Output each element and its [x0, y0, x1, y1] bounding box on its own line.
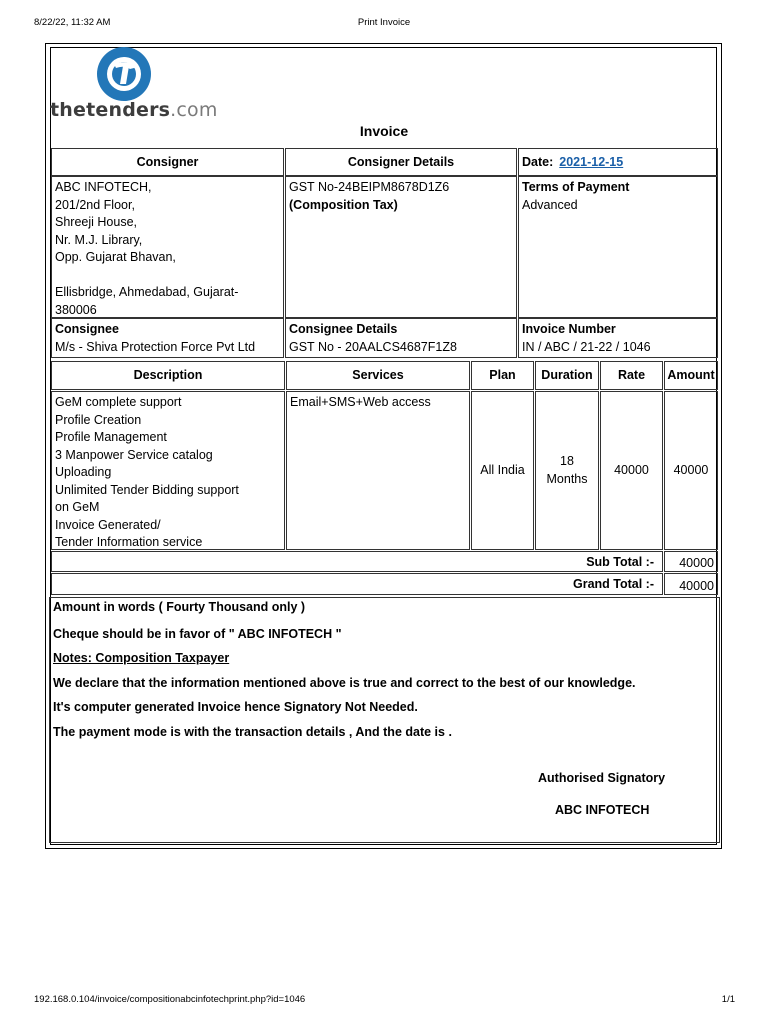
- invoice-number: [518, 318, 718, 358]
- item-services: Email+SMS+Web access: [286, 391, 470, 550]
- page-count: 1/1: [721, 994, 735, 1005]
- consignee-label: Consignee: [55, 322, 119, 336]
- invoice-number-label: Invoice Number: [522, 322, 616, 336]
- consignee-details-label: Consignee Details: [289, 322, 398, 336]
- consigner-tax: (Composition Tax): [289, 197, 398, 212]
- consignee-value: M/s - Shiva Protection Force Pvt Ltd: [55, 339, 256, 354]
- duration-header: Duration: [535, 361, 599, 390]
- consigner-header: Consigner: [51, 148, 284, 176]
- signatory-company: ABC INFOTECH: [555, 803, 650, 817]
- consignee: [51, 318, 284, 358]
- invoice-number-value: IN / ABC / 21-22 / 1046: [522, 339, 651, 354]
- consignee-gst: GST No - 20AALCS4687F1Z8: [289, 339, 457, 354]
- item-rate: 40000: [600, 391, 663, 550]
- consigner-address: ABC INFOTECH, 201/2nd Floor, Shreeji House, Nr. M.J. Library, Opp. Gujarat Bhavan, Ellisbridge, Ahmedabad, Gujarat- 380006: [51, 176, 284, 318]
- rate-header: Rate: [600, 361, 663, 390]
- amount-header: Amount: [664, 361, 718, 390]
- signatory-label: Authorised Signatory: [538, 771, 666, 785]
- consigner-details-header: Consigner Details: [285, 148, 517, 176]
- item-amount: 40000: [664, 391, 718, 550]
- date-link[interactable]: 2021-12-15: [559, 155, 624, 169]
- declaration-text: We declare that the information mentioned above is true and correct to the best of our knowledge.: [53, 676, 636, 690]
- print-timestamp: 8/22/22, 11:32 AM: [34, 17, 111, 28]
- computer-generated-text: It's computer generated Invoice hence Signatory Not Needed.: [53, 700, 418, 714]
- item-duration: 18 Months: [535, 391, 599, 550]
- logo-wordmark: thetenders.com: [50, 99, 218, 121]
- terms-of-payment: [518, 176, 718, 318]
- plan-header: Plan: [471, 361, 534, 390]
- amount-in-words: Amount in words ( Fourty Thousand only ): [53, 600, 306, 614]
- terms-value: Advanced: [522, 197, 578, 212]
- description-header: Description: [51, 361, 285, 390]
- sub-total-value: 40000: [664, 551, 718, 572]
- print-page-title: Print Invoice: [357, 17, 411, 28]
- date-cell: [518, 148, 718, 176]
- payment-mode-text: The payment mode is with the transaction details , And the date is .: [53, 725, 452, 739]
- services-header: Services: [286, 361, 470, 390]
- terms-label: Terms of Payment: [522, 180, 630, 194]
- date-label: Date:: [522, 155, 554, 169]
- grand-total-value: 40000: [664, 573, 718, 595]
- page-url: 192.168.0.104/invoice/compositionabcinfotechprint.php?id=1046: [34, 994, 306, 1005]
- item-plan: All India: [471, 391, 534, 550]
- consignee-details: [285, 318, 517, 358]
- item-description: GeM complete support Profile Creation Profile Management 3 Manpower Service catalog Uploading Unlimited Tender Bidding support on GeM Invoice Generated/ Tender Information service: [51, 391, 285, 550]
- notes-heading: Notes: Composition Taxpayer: [53, 651, 230, 665]
- sub-total-label: Sub Total :-: [51, 551, 663, 572]
- invoice-title: Invoice: [359, 123, 409, 139]
- consigner-gst: GST No-24BEIPM8678D1Z6: [289, 180, 450, 194]
- cheque-favor: Cheque should be in favor of " ABC INFOTECH ": [53, 627, 342, 641]
- grand-total-label: Grand Total :-: [51, 573, 663, 595]
- consigner-details: [285, 176, 517, 318]
